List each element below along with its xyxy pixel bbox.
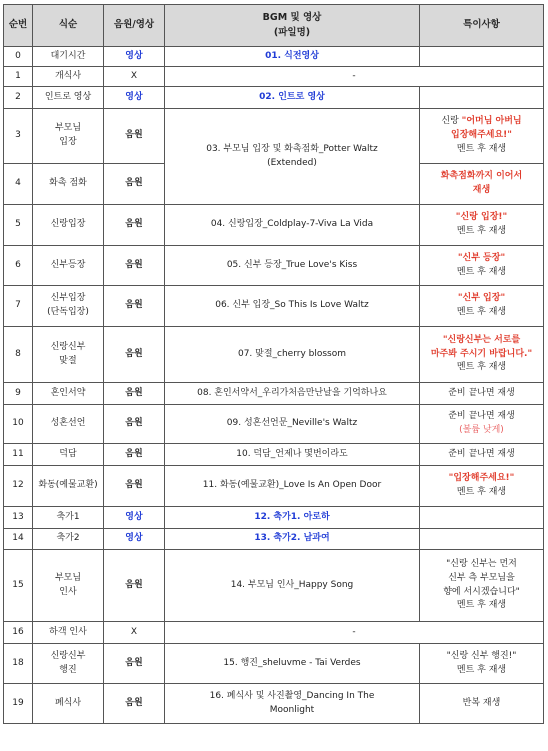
order-cell: 7 <box>4 286 33 327</box>
ceremony-cell: 화촉 점화 <box>33 164 104 205</box>
order-cell: 19 <box>4 684 33 724</box>
media-cell: 음원 <box>104 383 165 405</box>
ceremony-cell: 폐식사 <box>33 684 104 724</box>
media-cell: 음원 <box>104 466 165 507</box>
note-line: 멘트 후 재생 <box>456 664 507 675</box>
ceremony-cell <box>33 286 104 327</box>
media-cell: 음원 <box>104 205 165 246</box>
order-cell: 14 <box>4 529 33 550</box>
ceremony-line: 부모님 <box>54 572 82 583</box>
order-cell: 11 <box>4 444 33 466</box>
bgm-cell: 01. 식전영상 <box>165 47 420 67</box>
bgm-cell: 08. 혼인서약서_우리가처음만난날을 기억하나요 <box>165 383 420 405</box>
bgm-cell: 11. 화동(예물교환)_Love Is An Open Door <box>165 466 420 507</box>
bgm-cell: 15. 행진_sheluvme - Tai Verdes <box>165 644 420 684</box>
ceremony-cell <box>33 109 104 164</box>
note-highlight: 재생 <box>472 185 491 195</box>
bgm-cell: 07. 맞절_cherry blossom <box>165 327 420 383</box>
media-cell: 음원 <box>104 444 165 466</box>
note-highlight: 입장해주세요!" <box>451 130 512 141</box>
note-highlight: "신부 입장" <box>457 293 506 304</box>
media-cell: 음원 <box>104 405 165 444</box>
note-cell <box>420 327 544 383</box>
table-row <box>4 327 544 383</box>
note-cell <box>420 507 544 529</box>
bgm-line: 16. 폐식사 및 사진촬영_Dancing In The <box>209 690 375 701</box>
note-highlight: "신랑 입장!" <box>455 212 508 223</box>
note-volume: (볼륨 낮게) <box>459 425 504 435</box>
media-cell: 음원 <box>104 164 165 205</box>
note-line: 향에 서시겠습니다" <box>443 586 520 597</box>
note-cell: 반복 재생 <box>420 684 544 724</box>
note-cell <box>420 109 544 164</box>
media-cell: X <box>104 622 165 644</box>
bgm-line: (Extended) <box>267 157 317 168</box>
table-row <box>4 109 544 164</box>
media-cell: 음원 <box>104 550 165 622</box>
bgm-cell: 05. 신부 등장_True Love's Kiss <box>165 246 420 286</box>
note-line: 멘트 후 재생 <box>456 143 507 154</box>
bgm-cell <box>165 109 420 205</box>
bgm-cell: 14. 부모님 인사_Happy Song <box>165 550 420 622</box>
media-cell: 영상 <box>104 529 165 550</box>
note-cell: 준비 끝나면 재생 <box>420 444 544 466</box>
order-cell: 6 <box>4 246 33 286</box>
order-cell: 3 <box>4 109 33 164</box>
order-cell: 15 <box>4 550 33 622</box>
ceremony-schedule-table <box>3 4 544 724</box>
table-row <box>4 444 544 466</box>
bgm-cell: 09. 성혼선언문_Neville's Waltz <box>165 405 420 444</box>
note-cell <box>420 550 544 622</box>
bgm-cell: 12. 축가1. 아로하 <box>165 507 420 529</box>
order-cell: 1 <box>4 67 33 87</box>
table-row <box>4 405 544 444</box>
header-order: 순번 <box>4 5 33 47</box>
note-line: 멘트 후 재생 <box>456 226 507 236</box>
table-row <box>4 87 544 109</box>
header-bgm <box>165 5 420 47</box>
note-prefix: 신랑 <box>441 116 462 127</box>
ceremony-cell: 하객 인사 <box>33 622 104 644</box>
note-line: 멘트 후 재생 <box>456 266 507 277</box>
order-cell: 12 <box>4 466 33 507</box>
note-highlight: "입장해주세요!" <box>448 473 515 484</box>
order-cell: 0 <box>4 47 33 67</box>
ceremony-cell: 축가1 <box>33 507 104 529</box>
media-cell: 영상 <box>104 47 165 67</box>
ceremony-cell: 인트로 영상 <box>33 87 104 109</box>
bgm-cell: - <box>165 622 544 644</box>
ceremony-cell <box>33 644 104 684</box>
media-cell: 영상 <box>104 507 165 529</box>
ceremony-cell: 화동(예물교환) <box>33 466 104 507</box>
order-cell: 5 <box>4 205 33 246</box>
note-cell <box>420 405 544 444</box>
ceremony-line: 신랑신부 <box>50 650 86 661</box>
ceremony-line: 인사 <box>59 586 77 597</box>
bgm-line: 03. 부모님 입장 및 화촉점화_Potter Waltz <box>206 143 378 154</box>
note-line: "신랑 신부 행진!" <box>446 650 517 661</box>
header-media: 음원/영상 <box>104 5 165 47</box>
note-highlight: 화촉점화까지 이어서 <box>440 171 523 182</box>
note-line: 멘트 후 재생 <box>456 487 507 497</box>
media-cell: 음원 <box>104 644 165 684</box>
ceremony-cell: 성혼선언 <box>33 405 104 444</box>
note-line: 준비 끝나면 재생 <box>448 411 515 422</box>
header-row <box>4 5 544 47</box>
note-cell <box>420 87 544 109</box>
bgm-cell: 10. 덕담_언제나 몇번이라도 <box>165 444 420 466</box>
header-ceremony: 식순 <box>33 5 104 47</box>
table-row <box>4 246 544 286</box>
bgm-cell: 04. 신랑입장_Coldplay-7-Viva La Vida <box>165 205 420 246</box>
note-line: 신부 측 부모님을 <box>448 572 515 583</box>
ceremony-line: 신부입장 <box>50 293 86 304</box>
table-row <box>4 622 544 644</box>
ceremony-line: 맞절 <box>59 355 77 366</box>
ceremony-line: 신랑신부 <box>50 341 86 352</box>
ceremony-cell: 신부등장 <box>33 246 104 286</box>
table-row <box>4 466 544 507</box>
table-row <box>4 644 544 684</box>
table-row <box>4 286 544 327</box>
ceremony-line: 입장 <box>59 137 77 147</box>
order-cell: 13 <box>4 507 33 529</box>
bgm-cell: - <box>165 67 544 87</box>
ceremony-line: 부모님 <box>54 123 82 134</box>
table-row <box>4 550 544 622</box>
ceremony-line: (단독입장) <box>47 307 89 317</box>
bgm-cell: 13. 축가2. 남과여 <box>165 529 420 550</box>
note-highlight: "신랑신부는 서로를 <box>442 334 521 345</box>
note-line: 멘트 후 재생 <box>456 362 507 373</box>
note-cell <box>420 47 544 67</box>
header-bgm-line2: (파일명) <box>273 26 311 38</box>
note-cell <box>420 466 544 507</box>
note-highlight: "신부 등장" <box>457 252 506 263</box>
media-cell: 음원 <box>104 327 165 383</box>
note-cell <box>420 205 544 246</box>
note-highlight: 마주봐 주시기 바랍니다." <box>430 348 533 359</box>
order-cell: 9 <box>4 383 33 405</box>
note-cell: 준비 끝나면 재생 <box>420 383 544 405</box>
ceremony-cell <box>33 327 104 383</box>
ceremony-cell: 덕담 <box>33 444 104 466</box>
ceremony-cell: 대기시간 <box>33 47 104 67</box>
bgm-cell <box>165 684 420 724</box>
table-row <box>4 684 544 724</box>
note-cell <box>420 286 544 327</box>
bgm-cell: 02. 인트로 영상 <box>165 87 420 109</box>
ceremony-cell: 축가2 <box>33 529 104 550</box>
note-cell <box>420 164 544 205</box>
ceremony-cell: 신랑입장 <box>33 205 104 246</box>
media-cell: 음원 <box>104 246 165 286</box>
media-cell: 음원 <box>104 286 165 327</box>
table-row <box>4 67 544 87</box>
table-row <box>4 383 544 405</box>
note-cell <box>420 529 544 550</box>
order-cell: 4 <box>4 164 33 205</box>
ceremony-cell: 개식사 <box>33 67 104 87</box>
note-highlight: "어머님 아버님 <box>461 116 522 127</box>
ceremony-cell <box>33 550 104 622</box>
order-cell: 16 <box>4 622 33 644</box>
media-cell: 영상 <box>104 87 165 109</box>
table-row <box>4 205 544 246</box>
media-cell: 음원 <box>104 109 165 164</box>
header-notes: 특이사항 <box>420 5 544 47</box>
order-cell: 8 <box>4 327 33 383</box>
order-cell: 18 <box>4 644 33 684</box>
media-cell: X <box>104 67 165 87</box>
bgm-line: Moonlight <box>269 704 315 715</box>
media-cell: 음원 <box>104 684 165 724</box>
ceremony-cell: 혼인서약 <box>33 383 104 405</box>
table-row <box>4 529 544 550</box>
note-line: "신랑 신부는 먼저 <box>446 558 517 569</box>
note-line: 멘트 후 재생 <box>456 600 507 611</box>
header-bgm-line1: BGM 및 영상 <box>262 12 322 24</box>
bgm-cell: 06. 신부 입장_So This Is Love Waltz <box>165 286 420 327</box>
order-cell: 2 <box>4 87 33 109</box>
note-line: 멘트 후 재생 <box>456 307 507 317</box>
note-cell <box>420 644 544 684</box>
table-row <box>4 507 544 529</box>
ceremony-line: 행진 <box>59 664 77 675</box>
note-cell <box>420 246 544 286</box>
order-cell: 10 <box>4 405 33 444</box>
table-row <box>4 47 544 67</box>
